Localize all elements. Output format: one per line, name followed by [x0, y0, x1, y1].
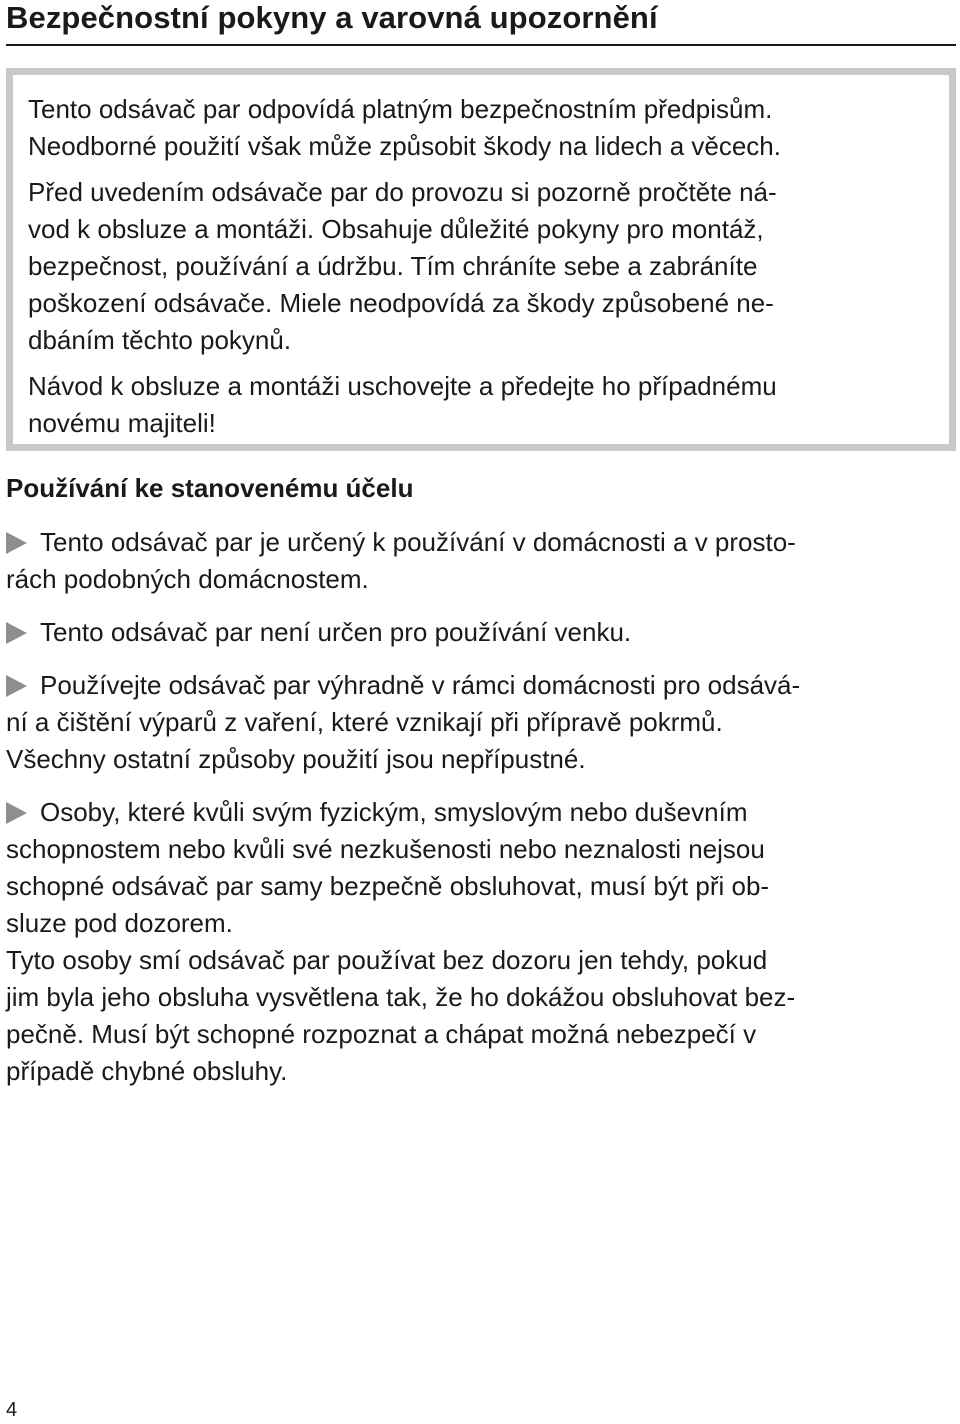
arrow-icon [6, 532, 27, 554]
list-item [6, 794, 956, 942]
instruction-list [6, 524, 956, 1090]
list-item [6, 667, 956, 778]
warning-paragraph: Před uvedením odsávače par do provozu si pozorně pročtěte ná- vod k obsluze a montáži. Obsahuje důležité pokyny pro montáž, bezpečnost, používání a údržbu. Tím chráníte sebe a zabráníte poškození odsávače. Miele neodpovídá za škody způsobené ne- dbáním těchto pokynů. [28, 177, 777, 355]
page-title: Bezpečnostní pokyny a varovná upozornění [6, 0, 658, 35]
list-item-text: Tento odsávač par je určený k používání v domácnosti a v prosto- rách podobných domácnostem. [6, 527, 796, 594]
arrow-icon [6, 675, 27, 697]
list-item-text: Používejte odsávač par výhradně v rámci domácnosti pro odsává- ní a čištění výparů z vaření, které vznikají při přípravě pokrmů. Všechny ostatní způsoby použití jsou nepřípustné. [6, 670, 801, 774]
list-item [6, 524, 956, 598]
list-item-text: Tento odsávač par není určen pro používání venku. [40, 617, 632, 647]
warning-paragraph: Návod k obsluze a montáži uschovejte a předejte ho případnému novému majiteli! [28, 371, 777, 438]
title-rule [6, 44, 956, 46]
section-heading: Používání ke stanovenému účelu [6, 473, 414, 503]
warning-paragraph: Tento odsávač par odpovídá platným bezpečnostním předpisům. Neodborné použití však může způsobit škody na lidech a věcech. [28, 94, 781, 161]
list-item-continuation: Tyto osoby smí odsávač par používat bez dozoru jen tehdy, pokud jim byla jeho obsluha vysvětlena tak, že ho dokážou obsluhovat bez- pečně. Musí být schopné rozpoznat a chápat možná nebezpečí v případě chybné obsluhy. [6, 945, 796, 1086]
arrow-icon [6, 622, 27, 644]
list-item-text: Osoby, které kvůli svým fyzickým, smyslovým nebo duševním schopnostem nebo kvůli své nezkušenosti nebo neznalosti nejsou schopné odsávač par samy bezpečně obsluhovat, musí být při ob- sluze pod dozorem. [6, 797, 770, 938]
list-item [6, 614, 956, 651]
page-number: 4 [6, 1399, 18, 1421]
warning-box [6, 68, 956, 451]
warning-box-content [28, 91, 928, 442]
arrow-icon [6, 802, 27, 824]
